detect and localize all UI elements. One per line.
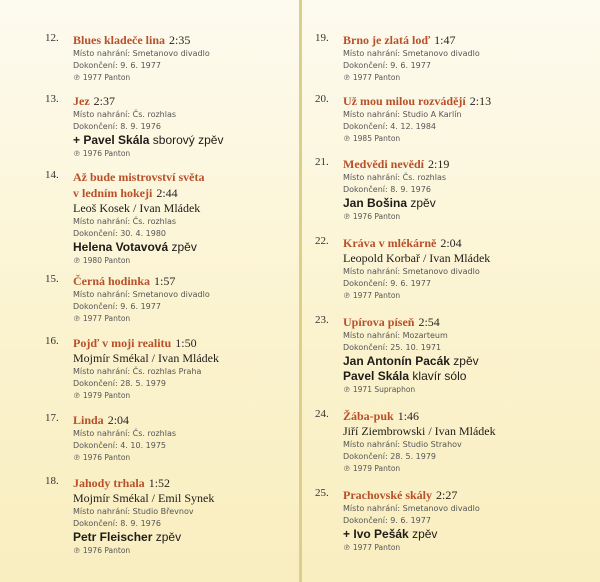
track-title: Upírova píseň — [343, 315, 415, 329]
track-title: Medvědi nevědí — [343, 157, 424, 171]
performer-role: zpěv — [171, 240, 197, 254]
track-number: 23. — [315, 314, 329, 326]
completion-date: Dokončení: 4. 10. 1975 — [73, 441, 167, 450]
performer-name: Ivo Pešák — [353, 527, 409, 541]
performer-role: klavír sólo — [412, 369, 467, 383]
track-duration: 1:47 — [434, 33, 456, 47]
copyright: ℗ 1977 Panton — [73, 73, 131, 82]
completion-date: Dokončení: 8. 9. 1976 — [73, 519, 161, 528]
performer — [343, 527, 580, 542]
performer — [343, 354, 580, 369]
track-number: 25. — [315, 487, 329, 499]
recording-location: Místo nahrání: Čs. rozhlas — [73, 429, 177, 438]
copyright: ℗ 1971 Supraphon — [343, 385, 416, 394]
track-number: 18. — [45, 475, 59, 487]
recording-location: Místo nahrání: Smetanovo divadlo — [343, 504, 480, 513]
completion-date: Dokončení: 25. 10. 1971 — [343, 343, 442, 352]
completion-date: Dokončení: 9. 6. 1977 — [343, 516, 431, 525]
recording-location: Místo nahrání: Smetanovo divadlo — [73, 49, 210, 58]
track-title: Už mou milou rozvádějí — [343, 94, 466, 108]
copyright: ℗ 1979 Panton — [343, 464, 401, 473]
performer-name: Pavel Skála — [83, 133, 150, 147]
recording-location: Místo nahrání: Smetanovo divadlo — [73, 290, 210, 299]
completion-date: Dokončení: 9. 6. 1977 — [343, 61, 431, 70]
completion-date: Dokončení: 9. 6. 1977 — [73, 61, 161, 70]
performer-name: Pavel Skála — [343, 369, 410, 383]
recording-location: Místo nahrání: Mozarteum — [343, 331, 448, 340]
recording-location: Místo nahrání: Studio Břevnov — [73, 507, 194, 516]
performer-role: zpěv — [412, 527, 438, 541]
completion-date: Dokončení: 8. 9. 1976 — [343, 185, 431, 194]
track-title: Jahody trhala — [73, 476, 145, 490]
track-duration: 2:04 — [440, 236, 462, 250]
recording-location: Místo nahrání: Studio Strahov — [343, 440, 462, 449]
track-title: Kráva v mlékárně — [343, 236, 437, 250]
performer-name: Helena Votavová — [73, 240, 169, 254]
recording-location: Místo nahrání: Studio A Karlín — [343, 110, 462, 119]
performer — [343, 196, 580, 211]
composers: Mojmír Smékal / Ivan Mládek — [73, 351, 219, 365]
track-number: 19. — [315, 32, 329, 44]
copyright: ℗ 1976 Panton — [73, 546, 131, 555]
copyright: ℗ 1979 Panton — [73, 391, 131, 400]
track-number: 13. — [45, 93, 59, 105]
track-title: Černá hodinka — [73, 274, 151, 288]
performer-role: sborový zpěv — [152, 133, 224, 147]
track-title: Prachovské skály — [343, 488, 433, 502]
track-number: 20. — [315, 93, 329, 105]
track-duration: 2:19 — [428, 157, 450, 171]
completion-date: Dokončení: 4. 12. 1984 — [343, 122, 437, 131]
copyright: ℗ 1977 Panton — [343, 291, 401, 300]
composers: Mojmír Smékal / Emil Synek — [73, 491, 215, 505]
track-duration: 2:37 — [93, 94, 115, 108]
copyright: ℗ 1980 Panton — [73, 256, 131, 265]
composers: Jiří Ziembrowski / Ivan Mládek — [343, 424, 496, 438]
track-number: 16. — [45, 335, 59, 347]
track-number: 22. — [315, 235, 329, 247]
completion-date: Dokončení: 30. 4. 1980 — [73, 229, 167, 238]
completion-date: Dokončení: 28. 5. 1979 — [343, 452, 437, 461]
track-title-line2: v ledním hokeji — [73, 186, 153, 200]
track-duration: 2:35 — [169, 33, 191, 47]
performer-name: Jan Bošina — [343, 196, 408, 210]
performer — [73, 240, 310, 255]
track-number: 17. — [45, 412, 59, 424]
recording-location: Místo nahrání: Čs. rozhlas Praha — [73, 367, 202, 376]
track-title: Žába-puk — [343, 409, 394, 423]
completion-date: Dokončení: 9. 6. 1977 — [73, 302, 161, 311]
performer-name: Petr Fleischer — [73, 530, 153, 544]
performer — [73, 530, 310, 545]
track-number: 14. — [45, 169, 59, 181]
recording-location: Místo nahrání: Čs. rozhlas — [343, 173, 447, 182]
track-number: 15. — [45, 273, 59, 285]
copyright: ℗ 1976 Panton — [73, 149, 131, 158]
recording-location: Místo nahrání: Čs. rozhlas — [73, 110, 177, 119]
copyright: ℗ 1985 Panton — [343, 134, 401, 143]
track-duration: 2:04 — [107, 413, 130, 427]
composers: Leopold Korbař / Ivan Mládek — [343, 251, 491, 265]
performer-role: zpěv — [453, 354, 479, 368]
track-duration: 2:27 — [436, 488, 458, 502]
copyright: ℗ 1977 Panton — [73, 314, 131, 323]
track-number: 24. — [315, 408, 329, 420]
performer-name: Jan Antonín Pacák — [343, 354, 450, 368]
track-title: Brno je zlatá loď — [343, 33, 431, 47]
plus-sign: + — [343, 527, 351, 541]
track-title: Linda — [73, 413, 104, 427]
track-duration: 1:52 — [148, 476, 171, 490]
track-duration: 2:44 — [156, 186, 178, 200]
track-title: Jez — [73, 94, 90, 108]
copyright: ℗ 1977 Panton — [343, 73, 401, 82]
performer-role: zpěv — [155, 530, 182, 544]
completion-date: Dokončení: 8. 9. 1976 — [73, 122, 161, 131]
completion-date: Dokončení: 28. 5. 1979 — [73, 379, 167, 388]
track-title: Pojď v moji realitu — [73, 336, 172, 350]
track-title: Až bude mistrovství světa — [73, 170, 205, 184]
composers: Leoš Kosek / Ivan Mládek — [73, 201, 201, 215]
performer — [343, 369, 580, 384]
recording-location: Místo nahrání: Čs. rozhlas — [73, 217, 177, 226]
copyright: ℗ 1976 Panton — [73, 453, 131, 462]
performer-role: zpěv — [410, 196, 436, 210]
track-duration: 1:50 — [175, 336, 197, 350]
completion-date: Dokončení: 9. 6. 1977 — [343, 279, 431, 288]
track-duration: 1:46 — [397, 409, 420, 423]
plus-sign: + — [73, 133, 81, 147]
track-duration: 1:57 — [154, 274, 176, 288]
track-duration: 2:13 — [469, 94, 492, 108]
track-number: 21. — [315, 156, 329, 168]
recording-location: Místo nahrání: Smetanovo divadlo — [343, 49, 480, 58]
copyright: ℗ 1977 Panton — [343, 543, 401, 552]
track-number: 12. — [45, 32, 59, 44]
track-duration: 2:54 — [418, 315, 440, 329]
performer — [73, 133, 310, 148]
copyright: ℗ 1976 Panton — [343, 212, 401, 221]
track-title: Blues kladeče lina — [73, 33, 166, 47]
recording-location: Místo nahrání: Smetanovo divadlo — [343, 267, 480, 276]
